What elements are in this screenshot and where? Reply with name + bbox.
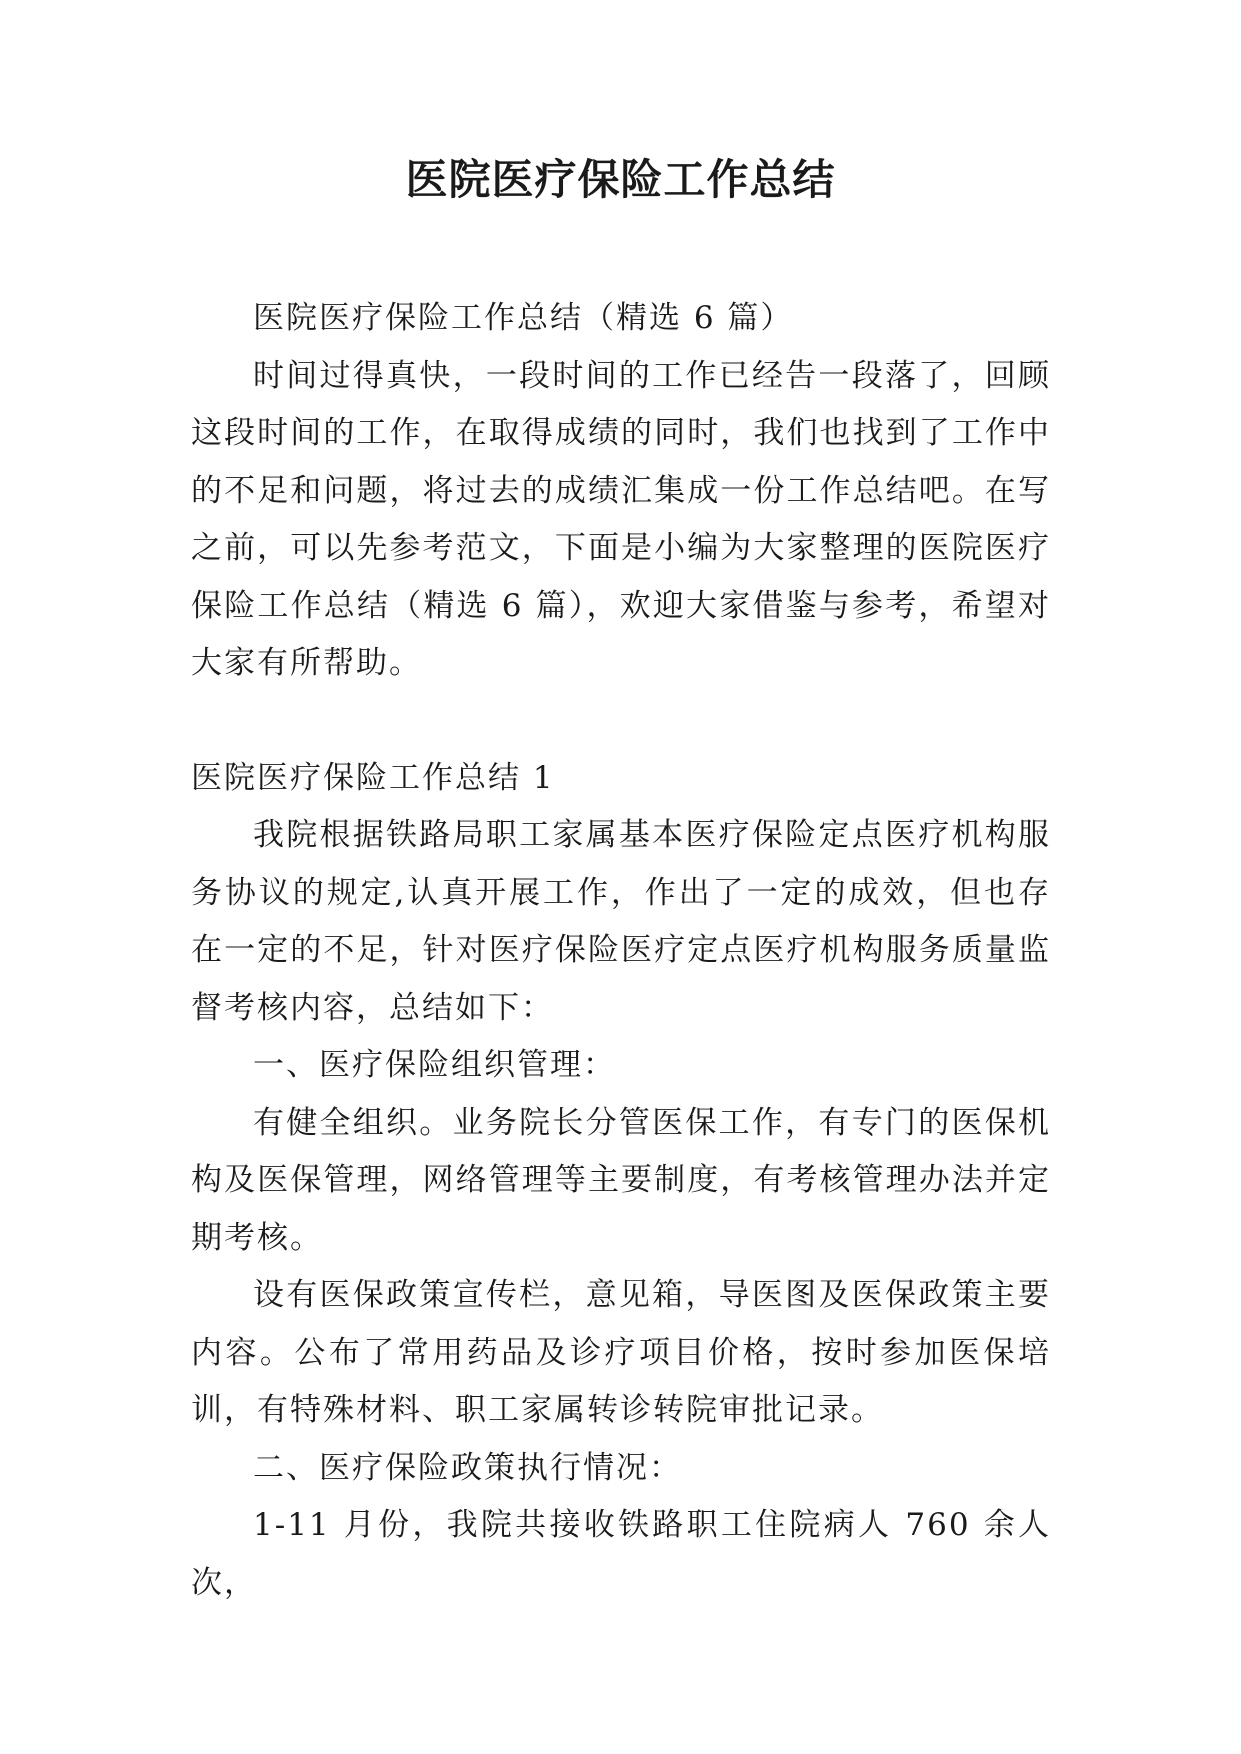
body-paragraph: 我院根据铁路局职工家属基本医疗保险定点医疗机构服务协议的规定,认真开展工作，作出了一定的成效，但也存在一定的不足，针对医疗保险医疗定点医疗机构服务质量监督考核内容，总结如下： [191, 817, 1051, 1026]
body-paragraph: 设有医保政策宣传栏，意见箱，导医图及医保政策主要内容。公布了常用药品及诊疗项目价格，按时参加医保培训，有特殊材料、职工家属转诊转院审批记录。 [191, 1277, 1051, 1428]
body-paragraph: 有健全组织。业务院长分管医保工作，有专门的医保机构及医保管理，网络管理等主要制度，有考核管理办法并定期考核。 [191, 1104, 1051, 1256]
section-title: 医院医疗保险工作总结 1 [191, 759, 555, 796]
document-title: 医院医疗保险工作总结 [405, 155, 836, 204]
document-body [191, 290, 1051, 1612]
intro-paragraph: 时间过得真快，一段时间的工作已经告一段落了，回顾这段时间的工作，在取得成绩的同时，我们也找到了工作中的不足和问题，将过去的成绩汇集成一份工作总结吧。在写之前，可以先参考范文，下面是小编为大家整理的医院医疗保险工作总结（精选 6 篇），欢迎大家借鉴与参考，希望对大家有所帮助。 [191, 357, 1051, 681]
section-heading: 二、医疗保险政策执行情况： [253, 1449, 682, 1486]
document-subtitle: 医院医疗保险工作总结（精选 6 篇） [253, 300, 794, 336]
body-paragraph: 1-11 月份，我院共接收铁路职工住院病人 760 余人次， [191, 1507, 1051, 1601]
section-heading: 一、医疗保险组织管理： [253, 1047, 616, 1083]
section-gap [191, 693, 1051, 750]
